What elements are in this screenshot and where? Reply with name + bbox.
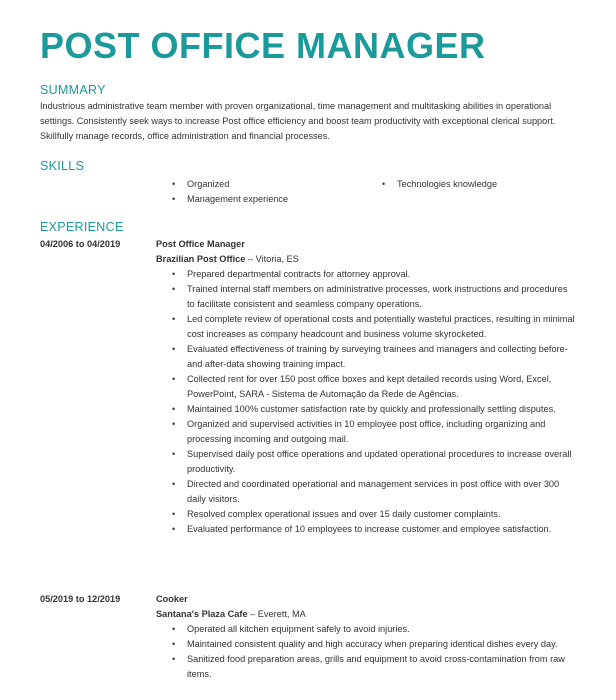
job-bullet: • Operated all kitchen equipment safely to avoid injuries. — [187, 622, 577, 637]
company-separator: – — [247, 609, 258, 619]
job-company-line — [156, 607, 306, 622]
job-location: Everett, MA — [257, 609, 306, 619]
skills-section-title: SKILLS — [40, 159, 85, 173]
job-bullet: • Prepared departmental contracts for attorney approval. — [187, 267, 577, 282]
job-bullet: • Led complete review of operational costs and potentially wasteful practices, resulting in minimal cost increases as company headcount and business volume skyrocketed. — [187, 312, 577, 342]
job-bullet: • Sanitized food preparation areas, grills and equipment to avoid cross-contamination from raw items. — [187, 652, 577, 682]
job-bullet: • Supervised daily post office operations and updated operational procedures to increase overall productivity. — [187, 447, 577, 477]
job-bullet: • Directed and coordinated operational and management services in post office with over 300 daily visitors. — [187, 477, 577, 507]
job-bullet: • Maintained 100% customer satisfaction rate by quickly and professionally settling disputes. — [187, 402, 577, 417]
resume-name-heading: POST OFFICE MANAGER — [40, 25, 486, 66]
summary-text: Industrious administrative team member with proven organizational, time management and multitasking abilities in operational settings. Consistently seek ways to increase Post office efficiency and boost team productivity with exceptional clerical support. Skillfully manage records, office administration and financial processes. — [40, 101, 556, 141]
job-bullet: • Organized and supervised activities in 10 employee post office, including organizing and processing incoming and outgoing mail. — [187, 417, 577, 447]
job-bullet: • Maintained consistent quality and high accuracy when preparing identical dishes every day. — [187, 637, 577, 652]
skill-item: • Organized — [187, 177, 229, 192]
skills-list — [0, 177, 616, 209]
job-bullet: • Resolved complex operational issues and over 15 daily customer complaints. — [187, 507, 577, 522]
job-title: Cooker — [156, 594, 188, 604]
skill-item: • Management experience — [187, 192, 288, 207]
job-bullet: • Evaluated performance of 10 employees to increase customer and employee satisfaction. — [187, 522, 577, 537]
job-dates: 04/2006 to 04/2019 — [40, 239, 121, 249]
job-bullet: • Trained internal staff members on administrative processes, work instructions and procedures to facilitate consistent and seamless company operations. — [187, 282, 577, 312]
experience-section-title: EXPERIENCE — [40, 220, 124, 234]
company-separator: – — [245, 254, 256, 264]
job-bullet: • Evaluated effectiveness of training by surveying trainees and managers and collecting before-and after-data showing training impact. — [187, 342, 577, 372]
summary-section-title: SUMMARY — [40, 83, 106, 97]
job-company-line — [156, 252, 299, 267]
job-bullet-list — [187, 267, 577, 537]
job-title: Post Office Manager — [156, 239, 245, 249]
job-bullet-list — [187, 622, 577, 682]
job-dates: 05/2019 to 12/2019 — [40, 594, 121, 604]
job-bullet: • Collected rent for over 150 post office boxes and kept detailed records using Word, Excel, PowerPoint, SARA - Sistema de Automação da Rede de Agências. — [187, 372, 577, 402]
job-location: Vitoria, ES — [255, 254, 299, 264]
company-name: Brazilian Post Office — [156, 254, 246, 264]
skill-item: • Technologies knowledge — [397, 177, 497, 192]
company-name: Santana's Plaza Cafe — [156, 609, 248, 619]
